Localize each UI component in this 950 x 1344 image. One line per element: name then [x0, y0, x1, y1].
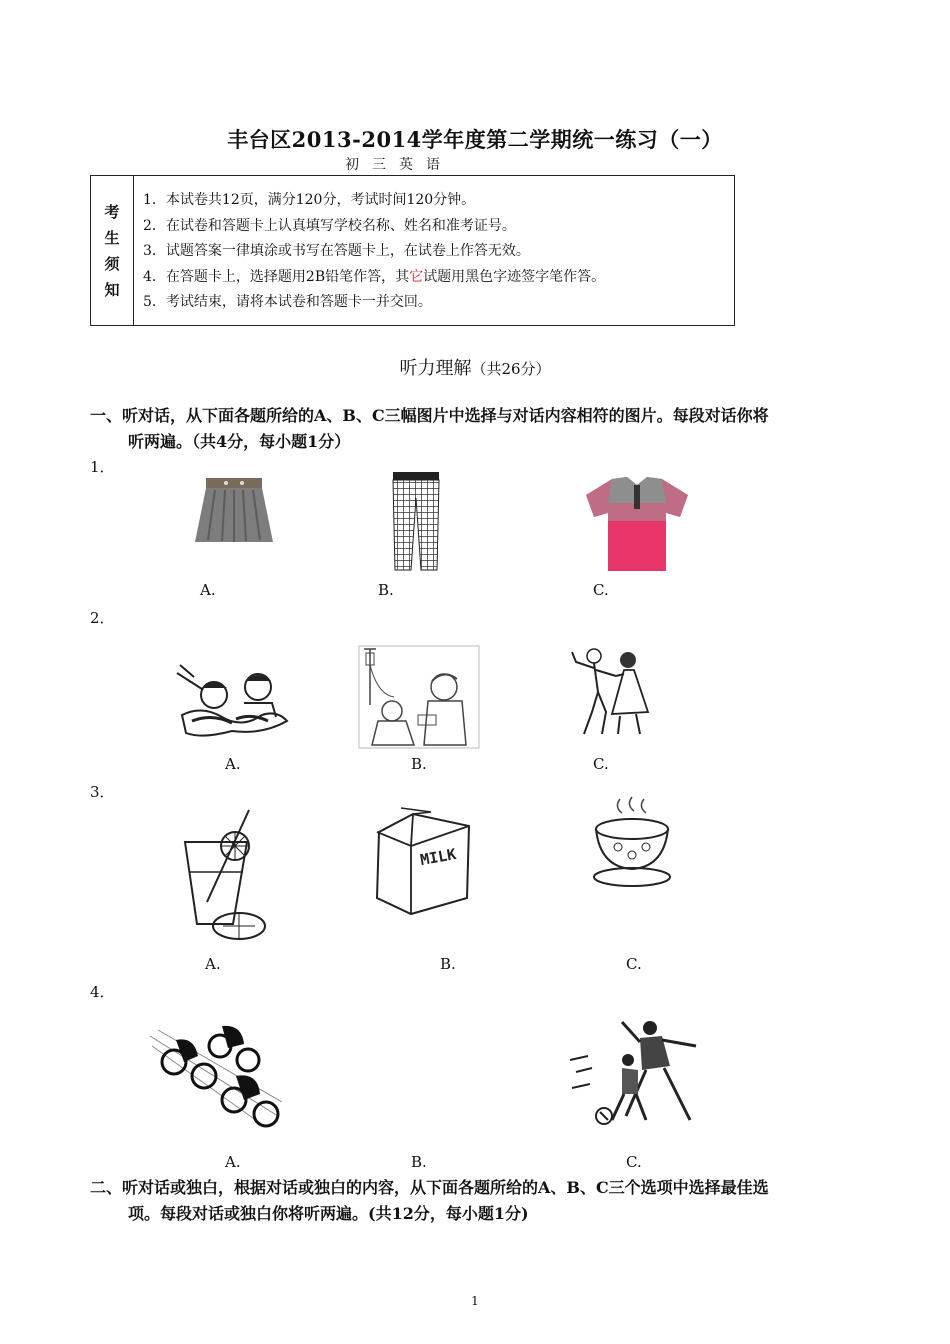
question-number: 1．: [90, 458, 115, 476]
option-label: A.: [205, 955, 221, 973]
notice-label: [91, 176, 134, 325]
option-label: C.: [626, 955, 642, 973]
notice-item-4: [143, 265, 605, 291]
notice-item-4-highlight: 它: [409, 268, 424, 285]
notice-item-4-rest: 试题用黑色字迹签字笔作答。: [423, 268, 606, 285]
milk-carton-image: [371, 806, 479, 918]
polo-shirt-image: [582, 473, 692, 573]
lemon-juice-image: [163, 806, 281, 944]
subtitle: 初三英语: [345, 157, 453, 173]
football-players-image: [566, 1016, 708, 1128]
skirt-image: [193, 476, 275, 548]
notice-item-1: 1．本试卷共12页，满分120分，考试时间120分钟。: [143, 192, 476, 208]
option-label: B.: [411, 755, 427, 773]
option-label: A.: [200, 581, 216, 599]
cyclists-image: [148, 1016, 284, 1128]
section-title-sub: （共26分）: [471, 360, 551, 378]
page-number: 1: [471, 1294, 479, 1308]
notice-item-5: 5．考试结束，请将本试卷和答题卡一并交回。: [143, 294, 432, 310]
notice-label-char: 考: [104, 202, 120, 221]
tea-cup-image: [590, 795, 674, 889]
question-number: 2．: [90, 609, 115, 627]
notice-box: [90, 175, 735, 326]
notice-item-2: 2．在试卷和答题卡上认真填写学校名称、姓名和准考证号。: [143, 217, 516, 234]
notice-label-char: 知: [104, 280, 120, 299]
part2-instruction-line2: 项。每段对话或独白你将听两遍。(共12分，每小题1分): [128, 1204, 529, 1223]
notice-item-4-text: 4．在答题卡上，选择题用2B铅笔作答，其: [143, 268, 410, 285]
question-number: 4．: [90, 983, 115, 1001]
option-label: B.: [411, 1153, 427, 1171]
option-label: A.: [225, 1153, 241, 1171]
hospital-drip-image: [358, 645, 480, 749]
section-title: [0, 354, 950, 380]
page-title: 丰台区2013-2014学年度第二学期统一练习（一）: [227, 127, 723, 152]
notice-label-char: 须: [104, 254, 120, 273]
notice-label-char: 生: [104, 228, 120, 247]
part1-instruction-line2: 听两遍。（共4分，每小题1分）: [128, 432, 351, 451]
option-label: C.: [593, 755, 609, 773]
option-label: C.: [626, 1153, 642, 1171]
option-label: C.: [593, 581, 609, 599]
option-label: B.: [378, 581, 394, 599]
option-label: B.: [440, 955, 456, 973]
milk-label: MILK: [418, 845, 458, 870]
children-swimming-image: [172, 655, 290, 743]
part1-instruction-line1: 一、听对话，从下面各题所给的A、B、C三幅图片中选择与对话内容相符的图片。每段对话你将: [90, 406, 769, 425]
dancing-couple-image: [558, 642, 662, 738]
checked-trousers-image: [391, 470, 441, 572]
notice-items: [143, 188, 605, 316]
question-number: 3．: [90, 783, 115, 801]
section-title-text: 听力理解: [399, 358, 472, 379]
part2-instruction-line1: 二、听对话或独白，根据对话或独白的内容，从下面各题所给的A、B、C三个选项中选择最佳选: [90, 1178, 769, 1197]
notice-item-3: 3．试题答案一律填涂或书写在答题卡上，在试卷上作答无效。: [143, 243, 530, 259]
option-label: A.: [225, 755, 241, 773]
